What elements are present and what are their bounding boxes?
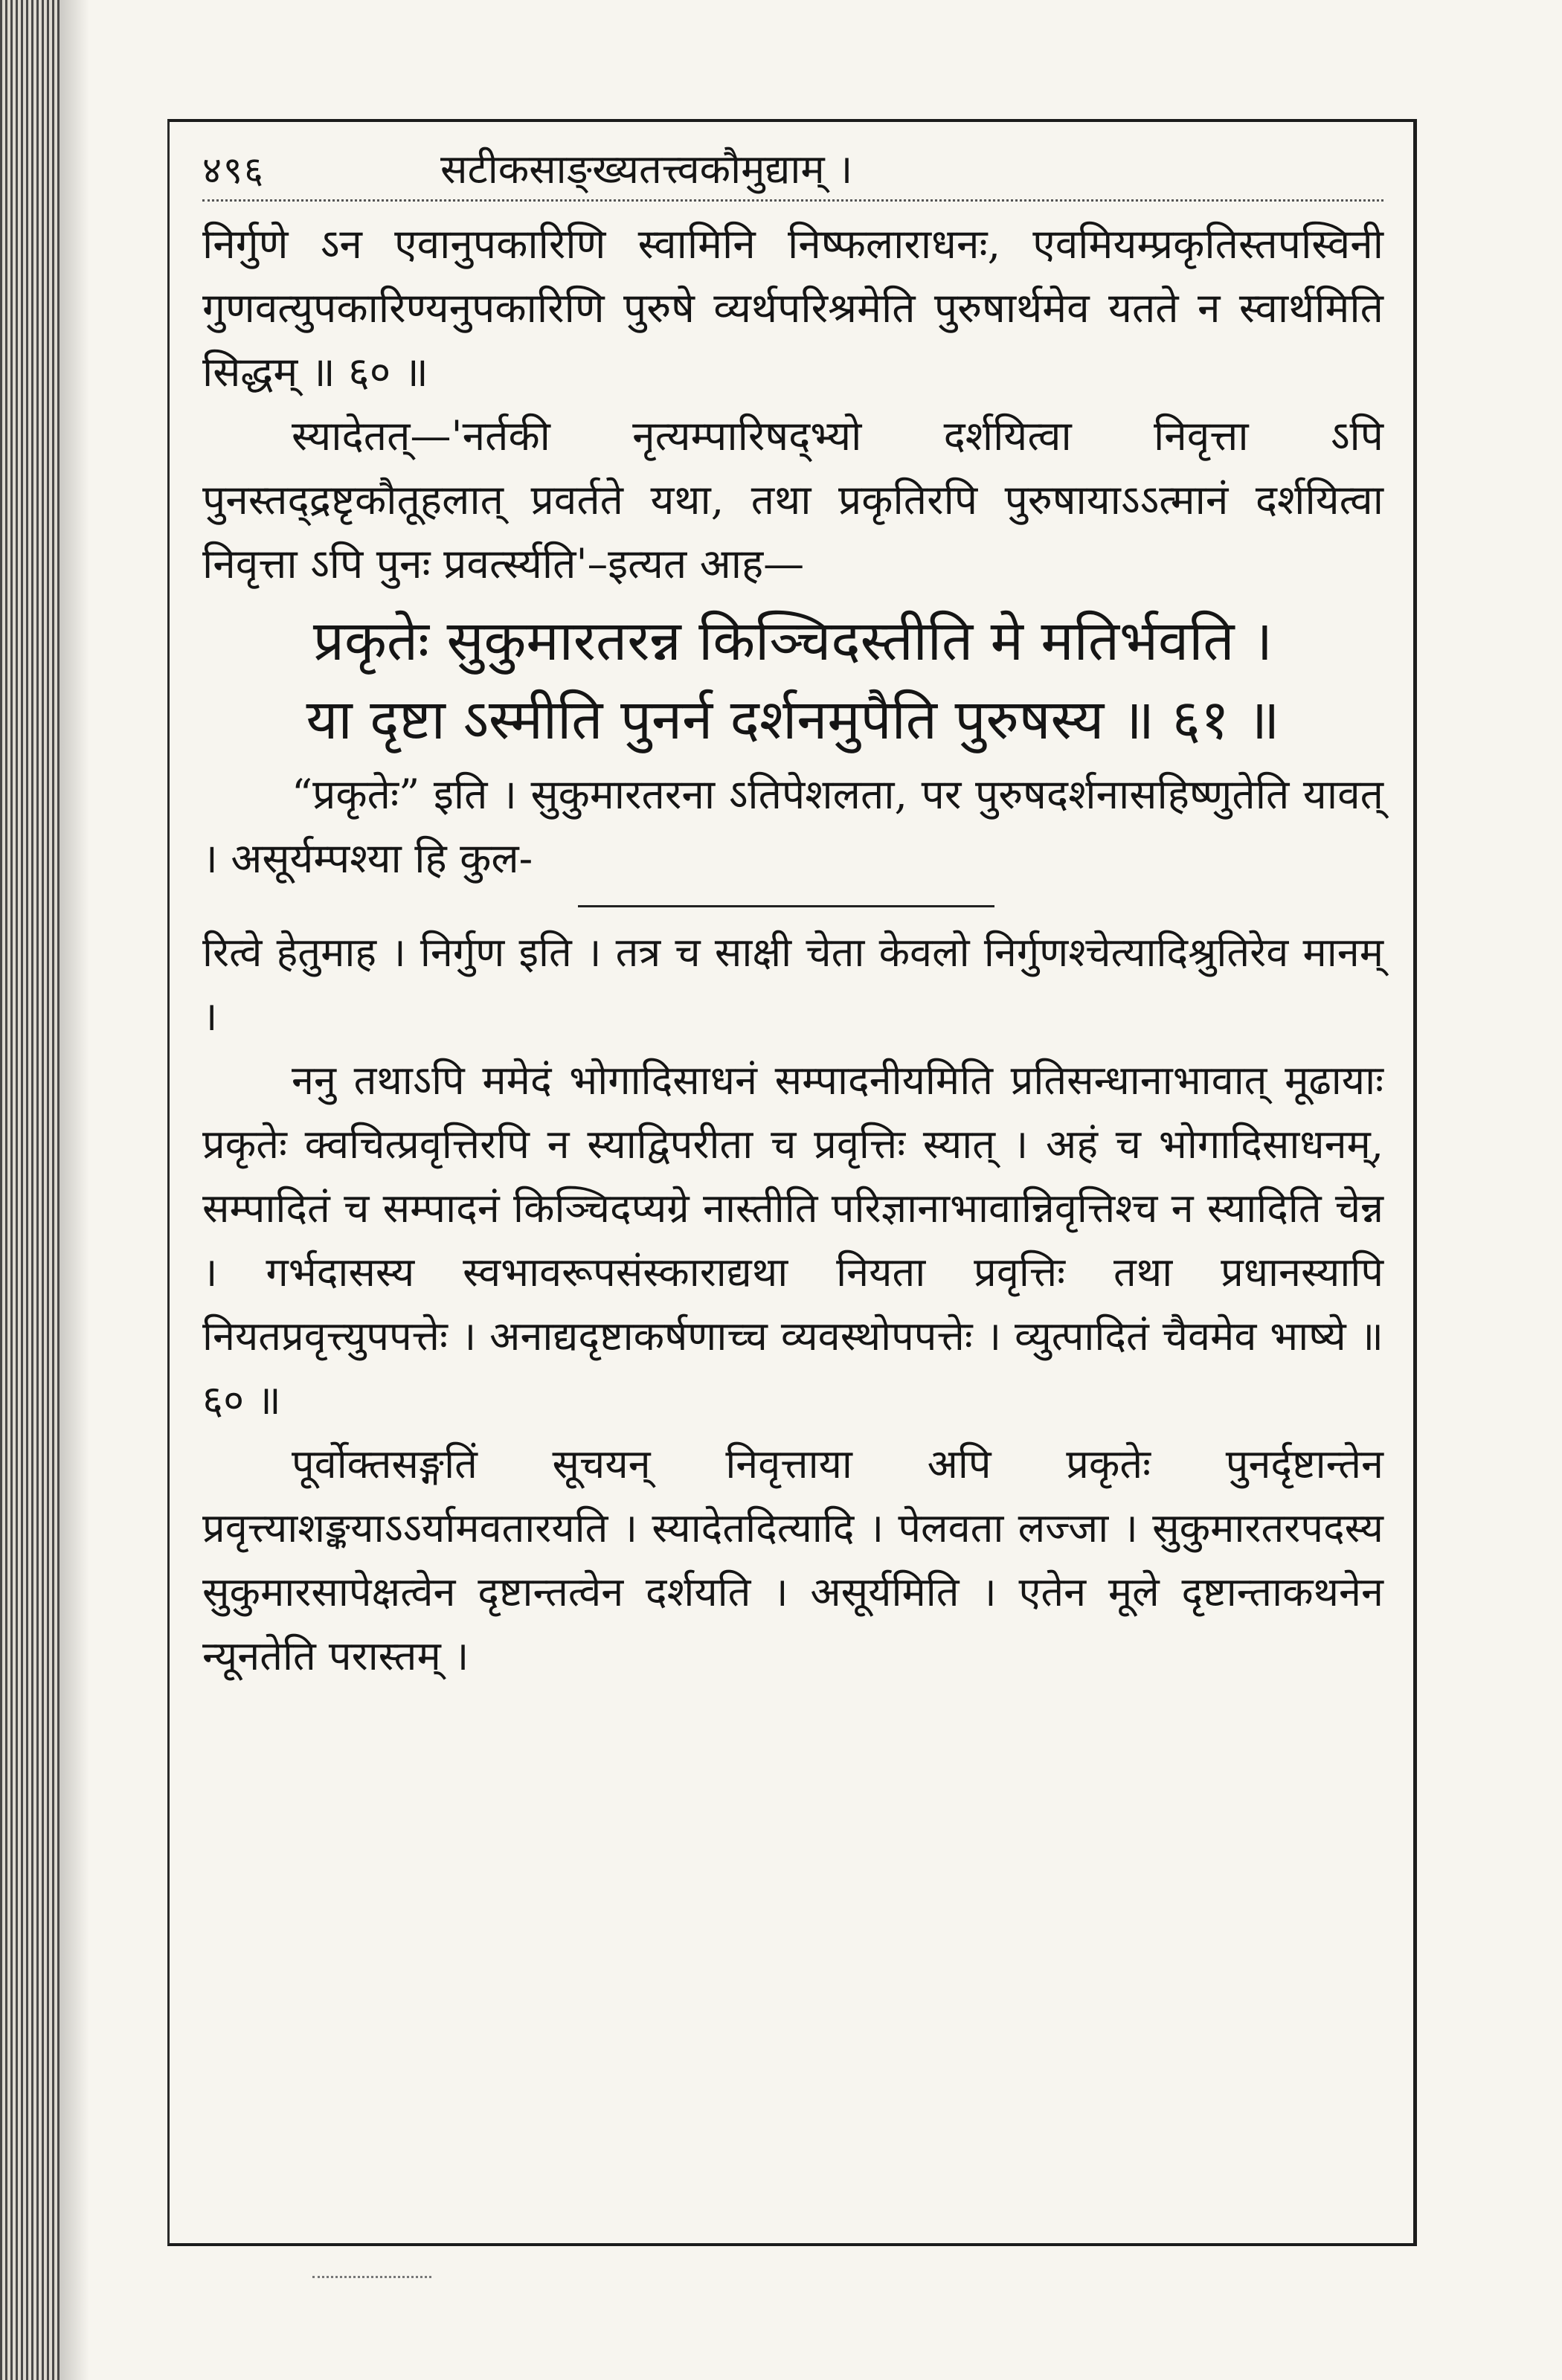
verse-line-2: या दृष्टा ऽस्मीति पुनर्न दर्शनमुपैति पुरुषस्य ॥ ६१ ॥ xyxy=(306,688,1280,752)
subcommentary-paragraph-1: रित्वे हेतुमाह । निर्गुण इति । तत्र च साक्षी चेता केवलो निर्गुणश्चेत्यादिश्रुतिरेव मानम् । xyxy=(202,929,1383,1040)
page-frame xyxy=(167,119,1417,2246)
subcommentary-paragraph-2: ननु तथाऽपि ममेदं भोगादिसाधनं सम्पादनीयमिति प्रतिसन्धानाभावात् मूढायाः प्रकृतेः क्वचित्प्रवृत्तिरपि न स्याद्विपरीता च प्रवृत्तिः स्यात् । अहं च भोगादिसाधनम्, सम्पादितं च सम्पादनं किञ्चिदप्यग्रे नास्तीति परिज्ञानाभावान्निवृत्तिश्च न स्यादिति चेन्न । गर्भदासस्य स्वभावरूपसंस्काराद्यथा नियता प्रवृत्तिः तथा प्रधानस्यापि नियतप्रवृत्त्युपपत्तेः । अनाद्यदृष्टाकर्षणाच्च व्यवस्थोपपत्तेः । व्युत्पादितं चैवमेव भाष्ये ॥ ६० ॥ xyxy=(202,1057,1383,1424)
commentary-paragraph-1: निर्गुणे ऽन एवानुपकारिणि स्वामिनि निष्फलाराधनः, एवमियम्प्रकृतिस्तपस्विनी गुणवत्युपकारिण्यनुपकारिणि पुरुषे व्यर्थपरिश्रमेति पुरुषार्थमेव यतते न स्वार्थमिति सिद्धम् ॥ ६० ॥ xyxy=(202,220,1383,396)
running-head xyxy=(202,140,1383,202)
gutter-shadow xyxy=(60,0,89,2380)
commentary-paragraph-2: स्यादेतत्—'नर्तकी नृत्यम्पारिषद्भ्यो दर्शयित्वा निवृत्ता ऽपि पुनस्तद्द्रष्टृकौतूहलात् प्रवर्तते यथा, तथा प्रकृतिरपि पुरुषायाऽऽत्मानं दर्शयित्वा निवृत्ता ऽपि पुनः प्रवर्त्स्यति'–इत्यत आह— xyxy=(202,412,1383,588)
subcommentary-paragraph-3: पूर्वोक्तसङ्गतिं सूचयन् निवृत्ताया अपि प्रकृतेः पुनर्दृष्टान्तेन प्रवृत्त्याशङ्कयाऽऽर्यामवतारयति । स्यादेतदित्यादि । पेलवता लज्जा । सुकुमारतरपदस्य सुकुमारसापेक्षत्वेन दृष्टान्तत्वेन दर्शयति । असूर्यमिति । एतेन मूले दृष्टान्ताकथनेन न्यूनतेति परास्तम् । xyxy=(202,1441,1383,1679)
karika-verse xyxy=(202,602,1383,759)
commentary-paragraph-3: “प्रकृतेः” इति । सुकुमारतरना ऽतिपेशलता, पर पुरुषदर्शनासहिष्णुतेति यावत् । असूर्यम्पश्या हि कुल- xyxy=(202,771,1383,882)
page-number: ४९६ xyxy=(202,149,265,192)
book-title: सटीकसाङ्ख्यतत्त्वकौमुद्याम् । xyxy=(440,146,853,193)
bottom-dotted-mark xyxy=(312,2276,431,2278)
footnote-divider xyxy=(578,905,994,907)
verse-line-1: प्रकृतेः सुकुमारतरन्न किञ्चिदस्तीति मे मतिर्भवति । xyxy=(312,609,1273,673)
book-gutter xyxy=(0,0,60,2380)
